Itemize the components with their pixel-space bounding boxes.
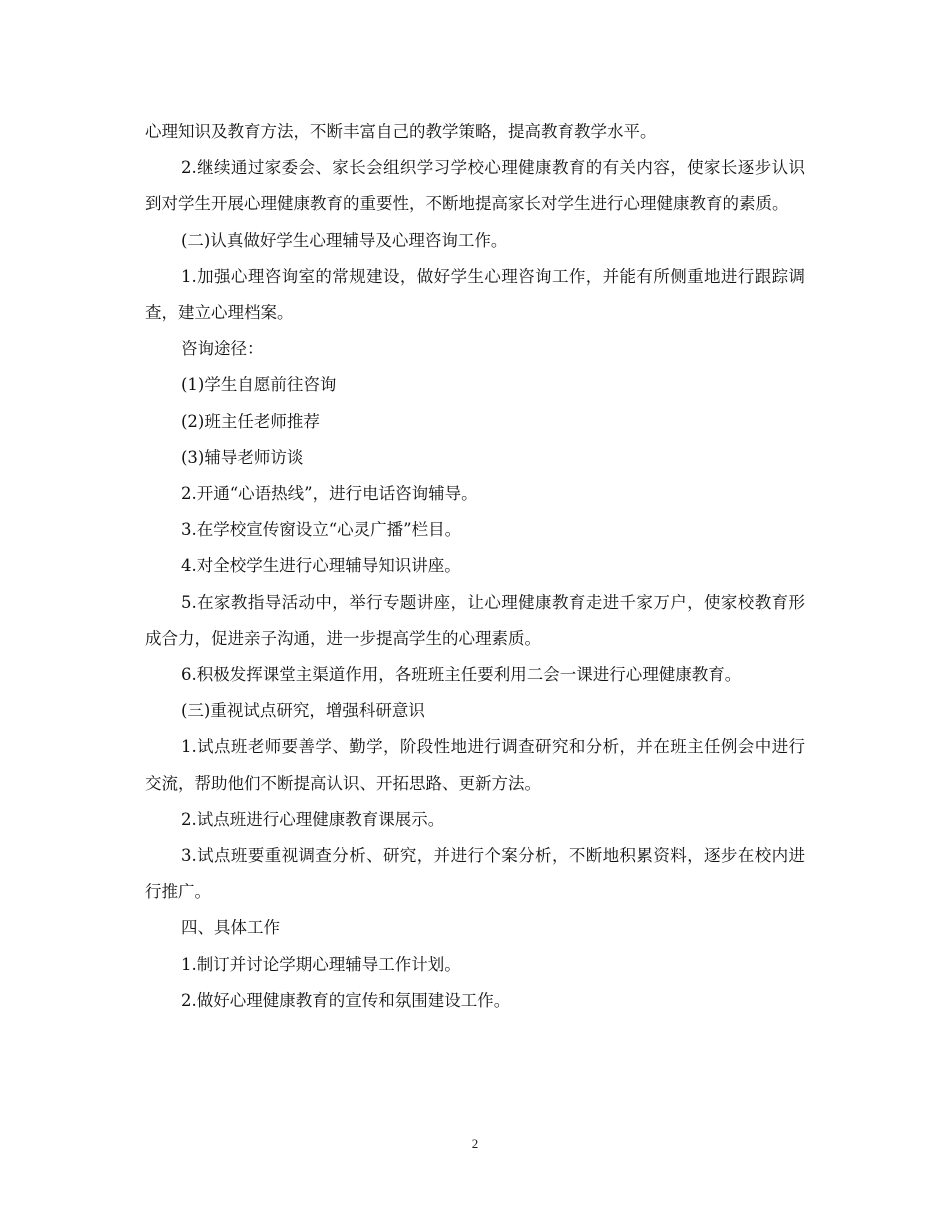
page-number: 2 xyxy=(471,1136,479,1151)
paragraph: 咨询途径： xyxy=(181,339,264,359)
paragraph: 2.继续通过家委会、家长会组织学习学校心理健康教育的有关内容，使家长逐步认识到对学生开展心理健康教育的重要性，不断地提高家长对学生进行心理健康教育的素质。 xyxy=(145,158,805,214)
document-body xyxy=(145,114,805,1019)
paragraph: 4.对全校学生进行心理辅导知识讲座。 xyxy=(181,556,461,576)
paragraph: 2.做好心理健康教育的宣传和氛围建设工作。 xyxy=(181,990,511,1010)
list-item: (2)班主任老师推荐 xyxy=(181,411,320,431)
paragraph: 3.试点班要重视调查分析、研究，并进行个案分析，不断地积累资料，逐步在校内进行推广。 xyxy=(145,846,805,902)
paragraph: 6.积极发挥课堂主渠道作用，各班班主任要利用二会一课进行心理健康教育。 xyxy=(181,665,742,685)
list-item: (3)辅导老师访谈 xyxy=(181,447,304,467)
paragraph: 2.试点班进行心理健康教育课展示。 xyxy=(181,809,445,829)
list-item: (1)学生自愿前往咨询 xyxy=(181,375,337,395)
paragraph: 2.开通“心语热线”，进行电话咨询辅导。 xyxy=(181,484,478,504)
section-heading: 四、具体工作 xyxy=(181,918,280,938)
section-heading: (三)重视试点研究，增强科研意识 xyxy=(181,701,425,721)
paragraph: 1.加强心理咨询室的常规建设，做好学生心理咨询工作，并能有所侧重地进行跟踪调查，建立心理档案。 xyxy=(145,266,805,323)
paragraph: 1.试点班老师要善学、勤学，阶段性地进行调查研究和分析，并在班主任例会中进行交流，帮助他们不断提高认识、开拓思路、更新方法。 xyxy=(145,737,805,793)
paragraph: 3.在学校宣传窗设立“心灵广播”栏目。 xyxy=(181,520,462,540)
paragraph: 心理知识及教育方法，不断丰富自己的教学策略，提高教育教学水平。 xyxy=(145,122,657,141)
section-heading: (二)认真做好学生心理辅导及心理咨询工作。 xyxy=(181,230,508,250)
paragraph: 5.在家教指导活动中，举行专题讲座，让心理健康教育走进千家万户，使家校教育形成合力，促进亲子沟通，进一步提高学生的心理素质。 xyxy=(145,592,805,648)
paragraph: 1.制订并讨论学期心理辅导工作计划。 xyxy=(181,954,461,974)
